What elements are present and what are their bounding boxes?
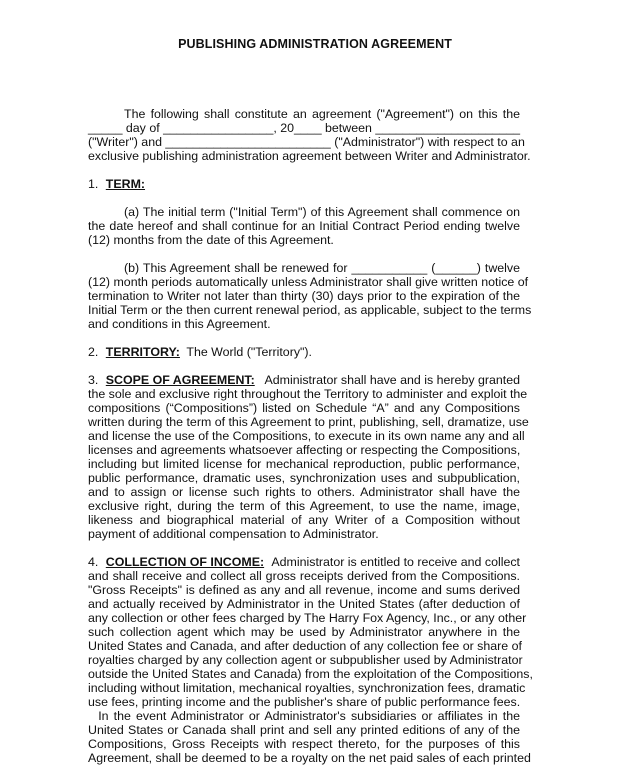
text-line: "Gross Receipts" is defined as any and all revenue, income and sums derived <box>88 583 520 597</box>
text-line: United States and Canada, and after deduction of any collection fee or share of <box>88 639 522 653</box>
text-line: the sole and exclusive right throughout the Territory to administer and exploit the <box>88 387 528 401</box>
section-first-line <box>88 373 520 387</box>
text-line: exclusive right, during the term of this Agreement, to use the name, image, <box>88 499 520 513</box>
section-first-line <box>88 555 520 569</box>
section-text: The World ("Territory"). <box>186 345 312 359</box>
text-line: Initial Term or the then current renewal period, as applicable, subject to the terms <box>88 303 532 317</box>
section-3 <box>88 373 529 541</box>
section-3-body <box>88 387 529 541</box>
text-line: compositions (“Compositions”) listed on Schedule “A” and any Compositions <box>88 401 520 415</box>
section-number: 4. <box>88 555 99 569</box>
text-line: (b) This Agreement shall be renewed for ___________ (______) twelve <box>124 261 520 275</box>
section-4-body <box>88 569 533 765</box>
text-line: termination to Writer not later than thirty (30) days prior to the expiration of the <box>88 289 520 303</box>
text-line: payment of additional compensation to Administrator. <box>88 527 379 541</box>
section-text: Administrator is entitled to receive and collect <box>271 555 520 569</box>
text-line: public performance, dramatic uses, synchronization uses and subpublication, <box>88 471 520 485</box>
text-line: the date hereof and shall continue for an Initial Contract Period ending twelve <box>88 219 520 233</box>
text-line: any collection or other fees charged by The Harry Fox Agency, Inc., or any other <box>88 611 527 625</box>
text-line: licenses and agreements whatsoever affecting or respecting the Compositions, <box>88 443 521 457</box>
section-text: Administrator shall have and is hereby granted <box>264 373 520 387</box>
section-4 <box>88 555 533 765</box>
text-line: (12) months from the date of this Agreement. <box>88 233 334 247</box>
text-line: In the event Administrator or Administrator's subsidiaries or affiliates in the <box>88 709 520 723</box>
section-heading: TERM: <box>105 177 146 191</box>
section-1-para-a <box>88 205 520 247</box>
section-number: 3. <box>88 373 99 387</box>
text-line: Agreement, shall be deemed to be a royalty on the net paid sales of each printed <box>88 751 531 765</box>
text-line: and license the use of the Compositions, to execute in its own name any and all <box>88 429 525 443</box>
text-line: and actually received by Administrator in the United States (after deduction of <box>88 597 520 611</box>
section-1-para-b <box>88 261 532 331</box>
text-line: Compositions, Gross Receipts with respect thereto, for the purposes of this <box>88 737 520 751</box>
section-number: 1. <box>88 177 99 191</box>
text-line: outside the United States and Canada) from the exploitation of the Compositions, <box>88 667 533 681</box>
intro-line: The following shall constitute an agreement ("Agreement") on this the <box>124 107 520 121</box>
section-1-heading <box>88 177 520 191</box>
text-line: written during the term of this Agreement to print, publishing, sell, dramatize, use <box>88 415 529 429</box>
intro-line: _____ day of ________________, 20____ between _____________________ <box>88 121 521 135</box>
text-line: royalties charged by any collection agent or subpublisher used by Administrator <box>88 653 523 667</box>
section-heading: COLLECTION OF INCOME: <box>105 555 265 569</box>
section-heading: TERRITORY: <box>105 345 180 359</box>
section-heading: SCOPE OF AGREEMENT: <box>105 373 255 387</box>
text-line: (a) The initial term ("Initial Term") of this Agreement shall commence on <box>124 205 520 219</box>
text-line: such collection agent which may be used by Administrator anywhere in the <box>88 625 520 639</box>
intro-line: exclusive publishing administration agreement between Writer and Administrator. <box>88 149 531 163</box>
document-title: PUBLISHING ADMINISTRATION AGREEMENT <box>178 37 452 51</box>
text-line: and shall receive and collect all gross receipts derived from the Compositions. <box>88 569 520 583</box>
text-line: and to assign or license such rights to others. Administrator shall have the <box>88 485 520 499</box>
intro-line: ("Writer") and ________________________ ("Administrator") with respect to an <box>88 135 525 149</box>
intro-paragraph <box>88 107 531 163</box>
text-line: use fees, printing income and the publisher's share of public performance fees. <box>88 695 521 709</box>
text-line: (12) month periods automatically unless Administrator shall give written notice of <box>88 275 529 289</box>
section-2 <box>88 345 520 359</box>
text-line: including but limited license for mechanical reproduction, public performance, <box>88 457 520 471</box>
section-number: 2. <box>88 345 99 359</box>
text-line: including without limitation, mechanical royalties, synchronization fees, dramatic <box>88 681 526 695</box>
text-line: likeness and biographical material of any Writer of a Composition without <box>88 513 520 527</box>
text-line: and conditions in this Agreement. <box>88 317 271 331</box>
text-line: United States or Canada shall print and sell any printed editions of any of the <box>88 723 520 737</box>
